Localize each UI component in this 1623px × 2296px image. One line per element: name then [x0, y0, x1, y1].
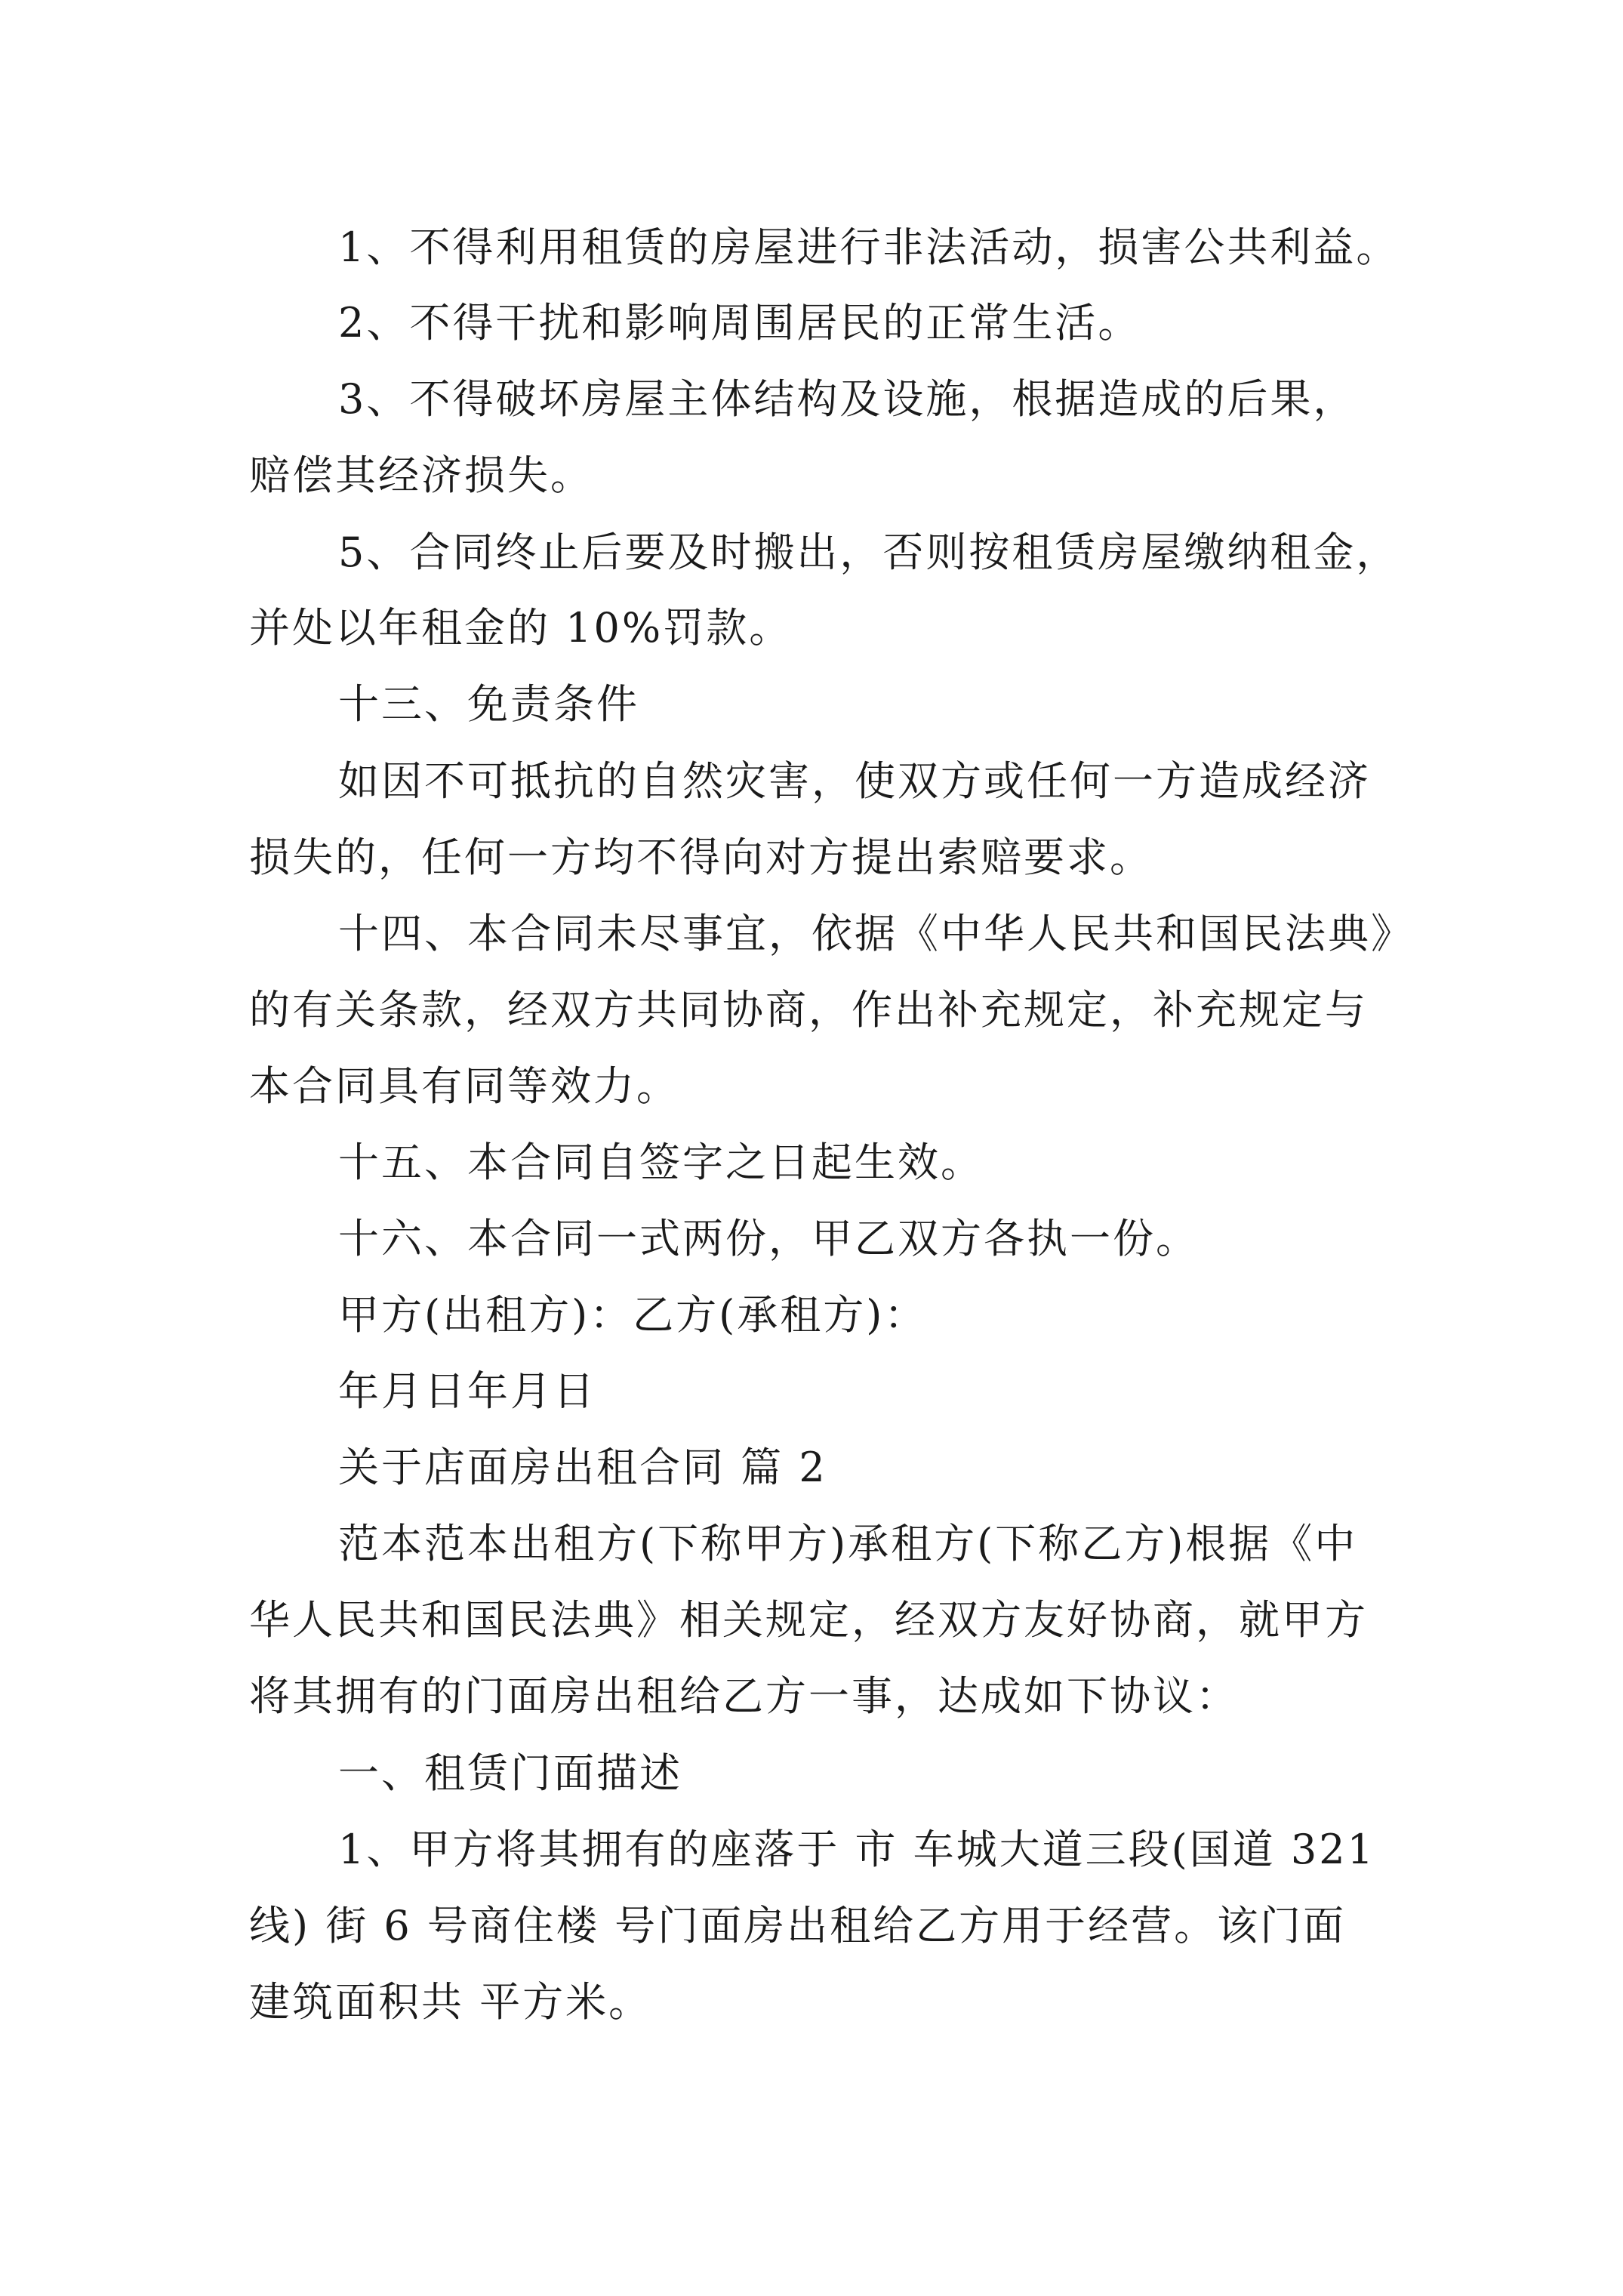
paragraph-line: 损失的，任何一方均不得向对方提出索赔要求。 — [249, 834, 1153, 881]
section-title: 关于店面房出租合同 篇 2 — [338, 1444, 827, 1491]
paragraph-line: 将其拥有的门面房出租给乙方一事，达成如下协议： — [249, 1672, 1239, 1720]
paragraph-line: 范本范本出租方(下称甲方)承租方(下称乙方)根据《中 — [338, 1520, 1358, 1567]
paragraph-line: 如因不可抵抗的自然灾害，使双方或任何一方造成经济 — [338, 757, 1371, 805]
paragraph-line: 并处以年租金的 10%罚款。 — [249, 604, 793, 652]
section-heading: 十三、免责条件 — [338, 680, 639, 728]
signature-date-line: 年月日年月日 — [338, 1367, 596, 1415]
paragraph-line: 赔偿其经济损失。 — [249, 451, 593, 499]
paragraph-line: 十五、本合同自签字之日起生效。 — [338, 1139, 984, 1186]
paragraph-line: 线) 街 6 号商住楼 号门面房出租给乙方用于经营。该门面 — [249, 1902, 1347, 1949]
paragraph-line: 1、不得利用租赁的房屋进行非法活动，损害公共利益。 — [338, 223, 1400, 271]
paragraph-line: 2、不得干扰和影响周围居民的正常生活。 — [338, 299, 1141, 347]
paragraph-line: 十六、本合同一式两份，甲乙双方各执一份。 — [338, 1215, 1199, 1262]
signature-parties-line: 甲方(出租方)：乙方(承租方)： — [338, 1291, 928, 1339]
paragraph-line: 十四、本合同未尽事宜，依据《中华人民共和国民法典》 — [338, 910, 1414, 957]
paragraph-line: 3、不得破坏房屋主体结构及设施，根据造成的后果， — [338, 375, 1357, 423]
paragraph-line: 华人民共和国民法典》相关规定，经双方友好协商，就甲方 — [249, 1596, 1368, 1644]
paragraph-line: 的有关条款，经双方共同协商，作出补充规定，补充规定与 — [249, 986, 1368, 1034]
section-heading: 一、租赁门面描述 — [338, 1749, 682, 1797]
paragraph-line: 5、合同终止后要及时搬出，否则按租赁房屋缴纳租金， — [338, 529, 1400, 576]
paragraph-line: 建筑面积共 平方米。 — [249, 1978, 652, 2026]
paragraph-line: 本合同具有同等效力。 — [249, 1062, 679, 1110]
paragraph-line: 1、甲方将其拥有的座落于 市 车城大道三段(国道 321 — [338, 1826, 1375, 1873]
